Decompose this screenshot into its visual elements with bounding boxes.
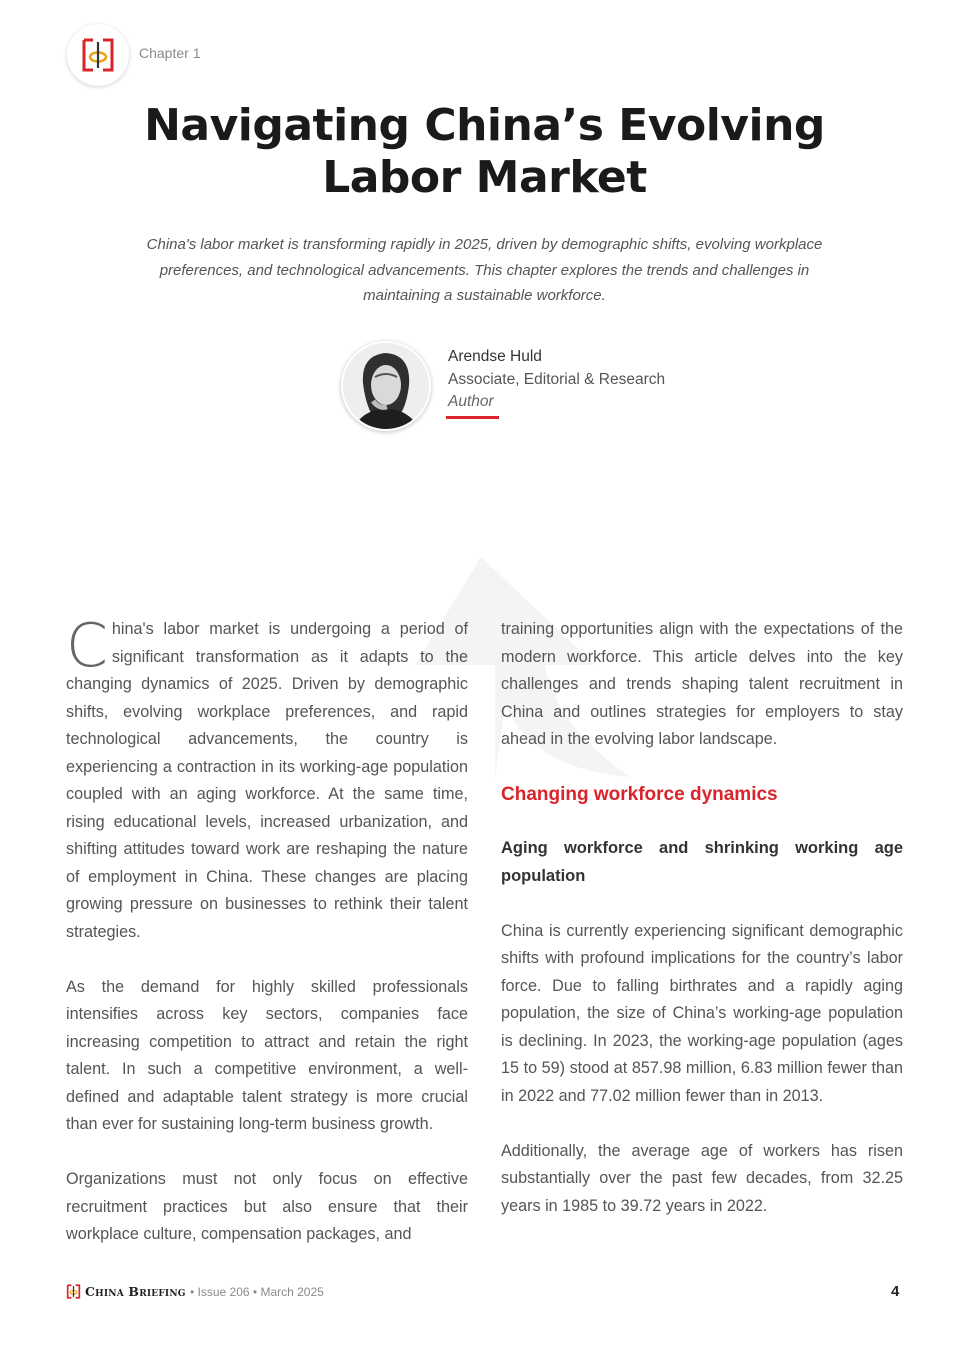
paragraph: China is currently experiencing significant demographic shifts with profound implications for the country’s labor force. Due to falling birthrates and a rapidly aging population, the size of China’s working-age population is declining. In 2023, the working-age population (ages 15 to 59) stood at 857.98 million, 6.83 million fewer than in 2022 and 77.02 million fewer than in 2013.: [501, 921, 903, 1105]
paragraph-text: hina's labor market is undergoing a period of significant transformation as it adapts to the changing dynamics of 2025. Driven by demographic shifts, evolving workplace preferences, and rapid technological advancements, the country is experiencing a contraction in its working-age population coupled with an aging workforce. At the same time, rising educational levels, increased urbanization, and shifting attitudes toward work are reshaping the nature of employment in China. These changes are placing growing pressure on businesses to rethink their talent strategies.: [66, 620, 468, 941]
section-heading: Changing workforce dynamics: [501, 784, 778, 805]
paragraph: [66, 611, 468, 946]
footer-brand: China Briefing: [85, 1284, 186, 1299]
page-number: 4: [891, 1283, 900, 1300]
footer-issue: • Issue 206 • March 2025: [190, 1285, 324, 1299]
author-tag: Author: [448, 393, 494, 410]
dropcap: C: [66, 611, 108, 681]
title-line-2: Labor Market: [322, 152, 647, 203]
paragraph: training opportunities align with the expectations of the modern workforce. This article delves into the key challenges and trends shaping talent recruitment in China and outlines strategies for employers to stay ahead in the evolving labor landscape.: [501, 620, 903, 748]
chapter-logo: [67, 24, 129, 86]
footer-logo-icon: [66, 1284, 81, 1299]
chapter-label: Chapter 1: [139, 45, 201, 61]
author-role: Associate, Editorial & Research: [448, 371, 666, 388]
author-underline: [446, 416, 499, 419]
left-column: [66, 611, 468, 1276]
right-column: [501, 616, 903, 1248]
author-name: Arendse Huld: [448, 348, 542, 365]
title-line-1: Navigating China’s Evolving: [144, 100, 825, 151]
paragraph: Organizations must not only focus on effective recruitment practices but also ensure that their workplace culture, compensation packages, and: [66, 1170, 468, 1243]
author-photo: [341, 341, 431, 431]
paragraph: Additionally, the average age of workers has risen substantially over the past few decades, from 32.25 years in 1985 to 39.72 years in 2022.: [501, 1141, 903, 1215]
page-title: [100, 100, 869, 204]
china-briefing-logo-icon: [80, 37, 116, 73]
paragraph: As the demand for highly skilled professionals intensifies across key sectors, companies face increasing competition to attract and retain the right talent. In such a competitive environment, a well-defined and adaptable talent strategy is more crucial than ever for sustaining long-term business growth.: [66, 977, 468, 1133]
chapter-intro: China's labor market is transforming rapidly in 2025, driven by demographic shifts, evolving workplace preferences, and technological advancements. This chapter explores the trends and challenges in maintaining a sustainable workforce.: [146, 236, 823, 304]
sub-heading: Aging workforce and shrinking working age population: [501, 839, 903, 885]
